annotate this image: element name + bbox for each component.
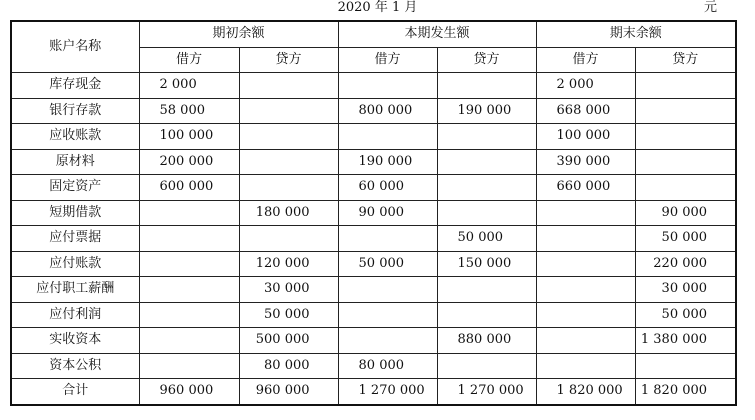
table-row [11,98,736,124]
amount-cell: 30 000 [239,277,338,303]
header-debit: 借方 [536,47,635,73]
amount-cell: 600 000 [139,175,239,201]
table-row [11,251,736,277]
amount-cell: 1 270 000 [338,379,437,405]
amount-cell [437,73,536,99]
header-credit: 贷方 [239,47,338,73]
amount-cell: 30 000 [635,277,736,303]
account-name-cell: 应收账款 [11,124,139,150]
amount-cell [437,124,536,150]
amount-cell [139,251,239,277]
table-row [11,226,736,252]
amount-cell [239,73,338,99]
table-row [11,328,736,354]
amount-cell [338,277,437,303]
amount-cell: 960 000 [239,379,338,405]
amount-cell: 100 000 [536,124,635,150]
amount-cell [437,200,536,226]
amount-cell: 90 000 [338,200,437,226]
amount-cell: 500 000 [239,328,338,354]
account-name-cell: 库存现金 [11,73,139,99]
amount-cell: 220 000 [635,251,736,277]
amount-cell: 150 000 [437,251,536,277]
amount-cell: 960 000 [139,379,239,405]
amount-cell: 50 000 [437,226,536,252]
amount-cell [536,226,635,252]
amount-cell [635,175,736,201]
amount-cell [536,200,635,226]
amount-cell: 180 000 [239,200,338,226]
amount-cell [635,353,736,379]
amount-cell [635,73,736,99]
amount-cell: 660 000 [536,175,635,201]
amount-cell: 1 820 000 [635,379,736,405]
header-row-groups [11,21,736,47]
amount-cell [338,73,437,99]
amount-cell [338,226,437,252]
account-name-cell: 应付利润 [11,302,139,328]
amount-cell: 200 000 [139,149,239,175]
amount-cell: 668 000 [536,98,635,124]
amount-cell [239,98,338,124]
amount-cell [239,175,338,201]
account-name-cell: 合计 [11,379,139,405]
amount-cell [437,149,536,175]
account-name-cell: 资本公积 [11,353,139,379]
currency-unit: 元 [703,0,717,15]
amount-cell: 50 000 [338,251,437,277]
amount-cell [437,277,536,303]
amount-cell [437,302,536,328]
table-row [11,200,736,226]
account-name-cell: 短期借款 [11,200,139,226]
amount-cell [338,302,437,328]
header-period-amount: 本期发生额 [338,21,536,47]
header-debit: 借方 [139,47,239,73]
account-name-cell: 应付账款 [11,251,139,277]
amount-cell [437,353,536,379]
amount-cell: 60 000 [338,175,437,201]
amount-cell: 1 380 000 [635,328,736,354]
amount-cell [536,277,635,303]
amount-cell [139,277,239,303]
amount-cell [338,328,437,354]
header-closing-balance: 期末余额 [536,21,736,47]
amount-cell: 80 000 [338,353,437,379]
amount-cell [635,124,736,150]
amount-cell: 390 000 [536,149,635,175]
amount-cell: 50 000 [239,302,338,328]
table-row [11,175,736,201]
amount-cell [139,328,239,354]
amount-cell [536,328,635,354]
amount-cell [139,302,239,328]
amount-cell [139,353,239,379]
amount-cell [338,124,437,150]
amount-cell: 880 000 [437,328,536,354]
amount-cell: 190 000 [437,98,536,124]
table-row [11,353,736,379]
header-opening-balance: 期初余额 [139,21,338,47]
amount-cell: 190 000 [338,149,437,175]
table-row [11,149,736,175]
table-row [11,277,736,303]
amount-cell: 120 000 [239,251,338,277]
header-account-name: 账户名称 [11,21,139,73]
account-name-cell: 原材料 [11,149,139,175]
report-date: 2020 年 1 月 [337,0,418,15]
amount-cell: 1 270 000 [437,379,536,405]
amount-cell [437,175,536,201]
amount-cell [635,98,736,124]
amount-cell [139,200,239,226]
balance-table [10,20,737,406]
amount-cell [536,353,635,379]
table-row [11,124,736,150]
table-row [11,73,736,99]
account-name-cell: 银行存款 [11,98,139,124]
account-name-cell: 应付职工薪酬 [11,277,139,303]
amount-cell: 2 000 [536,73,635,99]
amount-cell: 50 000 [635,302,736,328]
table-row [11,302,736,328]
amount-cell [239,149,338,175]
amount-cell [536,302,635,328]
table-body [11,73,736,405]
amount-cell [239,124,338,150]
amount-cell: 50 000 [635,226,736,252]
amount-cell [239,226,338,252]
account-name-cell: 固定资产 [11,175,139,201]
amount-cell: 100 000 [139,124,239,150]
amount-cell: 800 000 [338,98,437,124]
account-name-cell: 应付票据 [11,226,139,252]
amount-cell [635,149,736,175]
amount-cell: 90 000 [635,200,736,226]
header-credit: 贷方 [635,47,736,73]
account-name-cell: 实收资本 [11,328,139,354]
amount-cell [139,226,239,252]
report-header [0,0,755,20]
amount-cell: 2 000 [139,73,239,99]
amount-cell: 80 000 [239,353,338,379]
header-credit: 贷方 [437,47,536,73]
amount-cell [536,251,635,277]
header-debit: 借方 [338,47,437,73]
table-row [11,379,736,405]
amount-cell: 1 820 000 [536,379,635,405]
amount-cell: 58 000 [139,98,239,124]
